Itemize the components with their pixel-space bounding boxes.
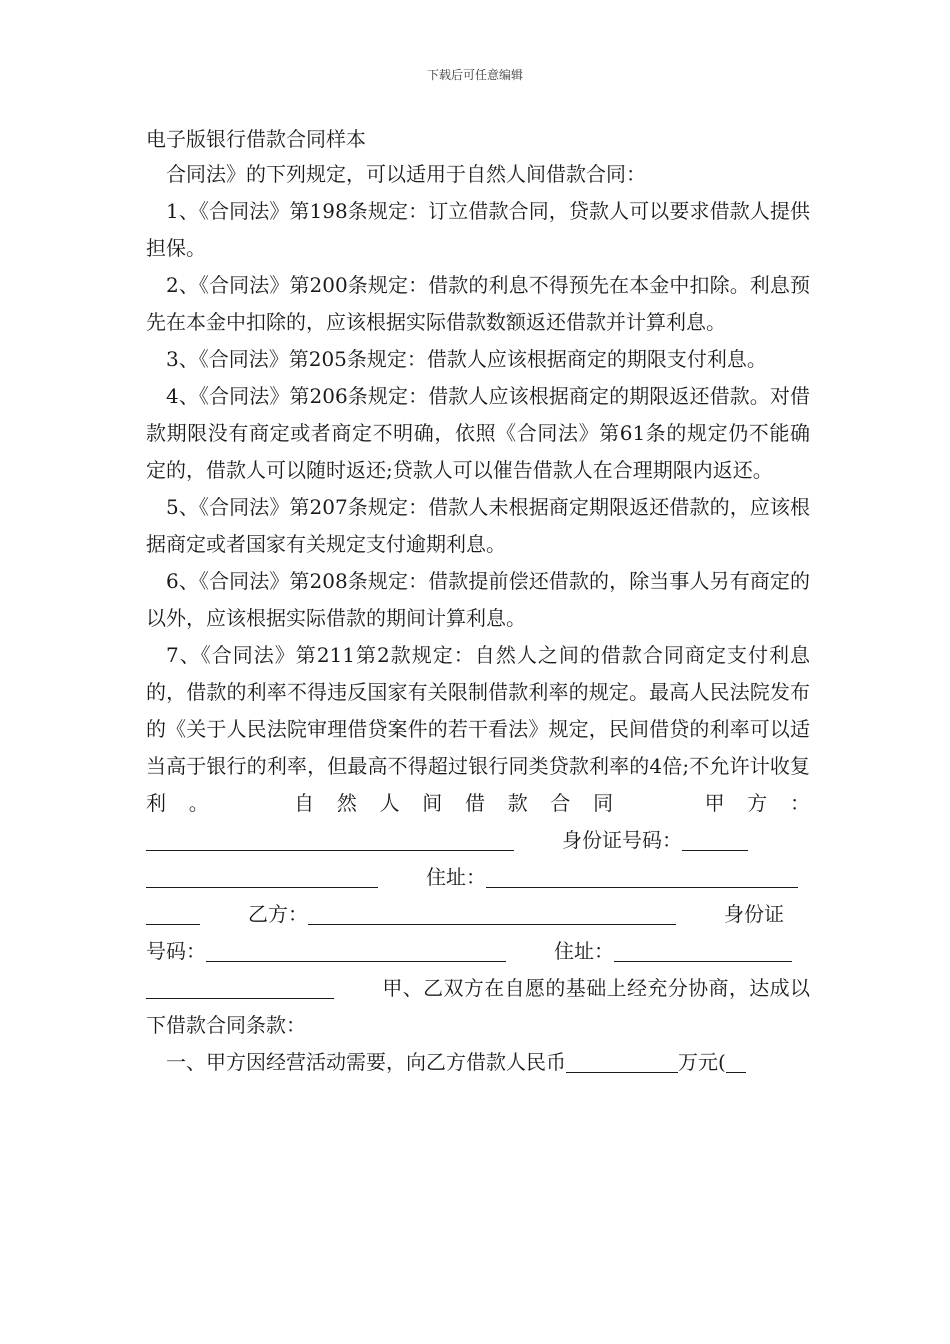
contract-form — [146, 859, 810, 1081]
party-b-id-label: 身份证 — [724, 902, 784, 926]
party-a-address-blank — [486, 863, 798, 888]
clause-211-text: 7、《合同法》第211第2款规定：自然人之间的借款合同商定支付利息的，借款的利率不得违反国家有关限制借款利率的规定。最高人民法院发布的《关于人民法院审理借贷案件的若干看法》规定，民间借贷的利率可以适当高于银行的利率，但最高不得超过银行同类贷款利率的4倍;不允许计收复利。 — [146, 643, 810, 815]
party-a-id-blank-cont — [146, 863, 378, 888]
form-line — [146, 896, 810, 933]
loan-amount-words-blank — [726, 1048, 746, 1073]
form-line — [146, 859, 810, 896]
party-a-address-label: 住址： — [426, 865, 486, 889]
party-a-id-label: 身份证号码： — [562, 828, 682, 852]
intro-paragraph: 合同法》的下列规定，可以适用于自然人间借款合同： — [166, 162, 646, 186]
party-a-label: 甲方： — [681, 791, 811, 815]
clause-208-paragraph: 6、《合同法》第208条规定：借款提前偿还借款的，除当事人另有商定的以外，应该根据实际借款的期间计算利息。 — [146, 569, 810, 630]
clause-211-paragraph — [146, 637, 810, 859]
party-b-blank — [308, 900, 676, 925]
loan-amount-blank — [566, 1048, 678, 1073]
party-a-id-blank — [682, 826, 748, 851]
clause-200-paragraph: 2、《合同法》第200条规定：借款的利息不得预先在本金中扣除。利息预先在本金中扣除的，应该根据实际借款数额返还借款并计算利息。 — [146, 273, 810, 334]
party-a-blank — [146, 826, 514, 851]
clause-1-unit: 万元( — [678, 1050, 726, 1074]
clause-205-paragraph: 3、《合同法》第205条规定：借款人应该根据商定的期限支付利息。 — [166, 347, 767, 371]
party-b-address-blank — [614, 937, 792, 962]
page-header: 下载后可任意编辑 — [426, 68, 523, 82]
clause-198-paragraph: 1、《合同法》第198条规定：订立借款合同，贷款人可以要求借款人提供担保。 — [146, 199, 810, 260]
party-b-id-label-cont: 号码： — [146, 939, 206, 963]
contract-name: 自然人间借款合同 — [271, 791, 636, 815]
document-title: 电子版银行借款合同样本 — [146, 127, 366, 151]
form-line — [146, 970, 810, 1044]
agreement-text: 甲、乙双方在自愿的基础上经充分协商，达成以下借款合同条款： — [146, 976, 810, 1037]
clause-207-paragraph: 5、《合同法》第207条规定：借款人未根据商定期限返还借款的，应该根据商定或者国家有关规定支付逾期利息。 — [146, 495, 810, 556]
clause-206-paragraph: 4、《合同法》第206条规定：借款人应该根据商定的期限返还借款。对借款期限没有商定或者商定不明确，依照《合同法》第61条的规定仍不能确定的，借款人可以随时返还;贷款人可以催告借款人在合理期限内返还。 — [146, 384, 810, 482]
party-b-address-blank-cont — [146, 974, 334, 999]
clause-1-line — [146, 1044, 810, 1081]
document-body — [146, 156, 810, 1081]
party-a-address-blank-cont — [146, 900, 200, 925]
form-line — [146, 933, 810, 970]
party-b-address-label: 住址： — [554, 939, 614, 963]
party-b-label: 乙方： — [248, 902, 308, 926]
party-b-id-blank — [206, 937, 506, 962]
clause-1-text: 一、甲方因经营活动需要，向乙方借款人民币 — [166, 1050, 566, 1074]
